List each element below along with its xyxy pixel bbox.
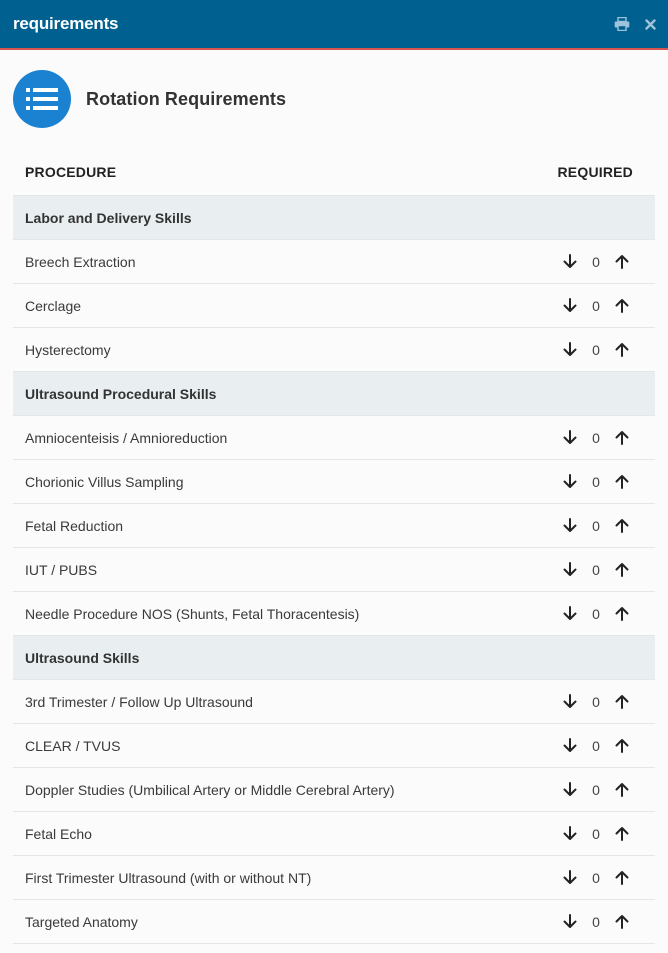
arrow-up-icon[interactable] <box>614 298 630 314</box>
required-stepper <box>562 606 630 622</box>
arrow-down-icon[interactable] <box>562 474 578 490</box>
required-count: 0 <box>592 781 600 798</box>
required-stepper <box>562 430 630 446</box>
required-count: 0 <box>592 913 600 930</box>
procedure-label: Doppler Studies (Umbilical Artery or Middle Cerebral Artery) <box>25 781 395 798</box>
required-stepper <box>562 518 630 534</box>
group-row <box>13 636 655 680</box>
procedure-label: Breech Extraction <box>25 253 136 270</box>
procedure-label: IUT / PUBS <box>25 561 98 578</box>
table-row <box>13 416 655 460</box>
procedure-label: First Trimester Ultrasound (with or without NT) <box>25 869 312 886</box>
required-stepper <box>562 738 630 754</box>
table-row <box>13 460 655 504</box>
list-icon <box>13 70 71 128</box>
print-icon[interactable] <box>614 16 630 32</box>
title-bar <box>0 0 668 50</box>
arrow-down-icon[interactable] <box>562 782 578 798</box>
group-row <box>13 372 655 416</box>
table-row <box>13 592 655 636</box>
window-title: requirements <box>13 14 119 33</box>
title-actions <box>614 16 658 32</box>
required-stepper <box>562 826 630 842</box>
page-header <box>0 50 668 148</box>
arrow-up-icon[interactable] <box>614 474 630 490</box>
required-stepper <box>562 342 630 358</box>
arrow-up-icon[interactable] <box>614 518 630 534</box>
required-stepper <box>562 782 630 798</box>
table-row <box>13 680 655 724</box>
close-icon[interactable] <box>642 16 658 32</box>
table-row <box>13 812 655 856</box>
required-count: 0 <box>592 341 600 358</box>
table-row <box>13 768 655 812</box>
table-row <box>13 900 655 944</box>
group-label: Ultrasound Skills <box>25 649 140 666</box>
group-label: Labor and Delivery Skills <box>25 209 192 226</box>
required-count: 0 <box>592 869 600 886</box>
arrow-up-icon[interactable] <box>614 694 630 710</box>
arrow-down-icon[interactable] <box>562 870 578 886</box>
arrow-up-icon[interactable] <box>614 870 630 886</box>
required-stepper <box>562 870 630 886</box>
arrow-down-icon[interactable] <box>562 562 578 578</box>
arrow-up-icon[interactable] <box>614 342 630 358</box>
arrow-up-icon[interactable] <box>614 738 630 754</box>
required-count: 0 <box>592 693 600 710</box>
arrow-up-icon[interactable] <box>614 562 630 578</box>
procedure-label: Needle Procedure NOS (Shunts, Fetal Thoracentesis) <box>25 605 360 622</box>
required-count: 0 <box>592 605 600 622</box>
arrow-down-icon[interactable] <box>562 738 578 754</box>
arrow-down-icon[interactable] <box>562 694 578 710</box>
table-header <box>13 148 655 196</box>
procedure-label: Fetal Echo <box>25 825 92 842</box>
arrow-up-icon[interactable] <box>614 826 630 842</box>
column-header-required: REQUIRED <box>557 163 633 180</box>
table-row <box>13 328 655 372</box>
arrow-down-icon[interactable] <box>562 826 578 842</box>
arrow-down-icon[interactable] <box>562 606 578 622</box>
procedure-label: Hysterectomy <box>25 341 111 358</box>
required-count: 0 <box>592 297 600 314</box>
required-count: 0 <box>592 473 600 490</box>
arrow-up-icon[interactable] <box>614 430 630 446</box>
required-count: 0 <box>592 825 600 842</box>
required-stepper <box>562 694 630 710</box>
procedure-label: Amniocenteisis / Amnioreduction <box>25 429 228 446</box>
required-count: 0 <box>592 429 600 446</box>
page-title: Rotation Requirements <box>86 88 287 109</box>
arrow-up-icon[interactable] <box>614 914 630 930</box>
group-label: Ultrasound Procedural Skills <box>25 385 217 402</box>
table-row <box>13 240 655 284</box>
arrow-up-icon[interactable] <box>614 606 630 622</box>
arrow-down-icon[interactable] <box>562 518 578 534</box>
table-row <box>13 548 655 592</box>
table-row <box>13 724 655 768</box>
required-count: 0 <box>592 517 600 534</box>
arrow-up-icon[interactable] <box>614 254 630 270</box>
required-stepper <box>562 298 630 314</box>
arrow-down-icon[interactable] <box>562 254 578 270</box>
arrow-down-icon[interactable] <box>562 342 578 358</box>
required-count: 0 <box>592 737 600 754</box>
table-row <box>13 856 655 900</box>
procedure-label: Targeted Anatomy <box>25 913 138 930</box>
required-count: 0 <box>592 561 600 578</box>
arrow-up-icon[interactable] <box>614 782 630 798</box>
requirements-table <box>13 148 655 944</box>
required-stepper <box>562 914 630 930</box>
arrow-down-icon[interactable] <box>562 430 578 446</box>
group-row <box>13 196 655 240</box>
procedure-label: 3rd Trimester / Follow Up Ultrasound <box>25 693 253 710</box>
column-header-procedure: PROCEDURE <box>25 163 117 180</box>
procedure-label: Fetal Reduction <box>25 517 124 534</box>
procedure-label: Chorionic Villus Sampling <box>25 473 184 490</box>
table-row <box>13 284 655 328</box>
procedure-label: CLEAR / TVUS <box>25 737 121 754</box>
required-stepper <box>562 474 630 490</box>
procedure-label: Cerclage <box>25 297 82 314</box>
arrow-down-icon[interactable] <box>562 298 578 314</box>
table-row <box>13 504 655 548</box>
required-count: 0 <box>592 253 600 270</box>
arrow-down-icon[interactable] <box>562 914 578 930</box>
required-stepper <box>562 254 630 270</box>
required-stepper <box>562 562 630 578</box>
table-body <box>13 196 655 944</box>
